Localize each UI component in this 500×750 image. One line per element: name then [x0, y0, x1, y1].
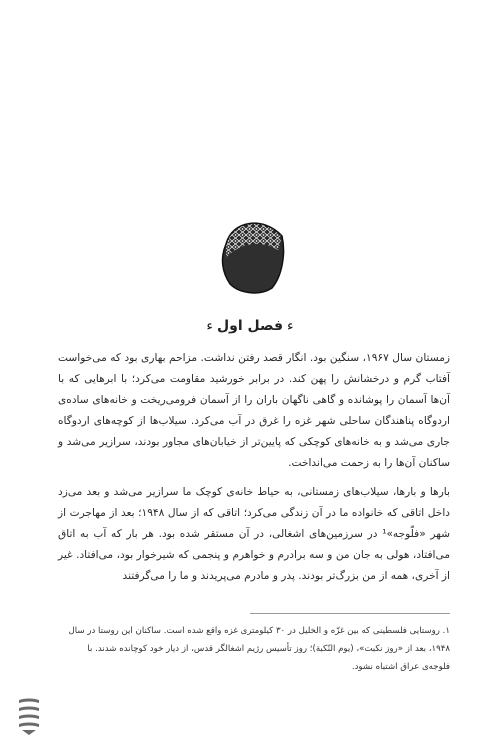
footnote-divider: [250, 613, 450, 614]
chapter-title-text: فصل اول: [217, 318, 283, 334]
title-bracket-open: ء: [286, 318, 294, 334]
footnote: ۱. روستایی فلسطینی که بین غزّه و الخلیل در ۳۰ کیلومتری غزه واقع شده است. ساکنان این روستا در سال ۱۹۴۸، بعد از «روز نکبت»، (یوم النّکبة)؛ روز تأسیس رژیم اشغالگر قدس، از دیار خود کوچانده شدند. با فلوجه‌ی عراق اشتباه نشود.: [68, 626, 450, 672]
publisher-logo-icon: [16, 692, 42, 736]
paragraph: بارها و بارها، سیلاب‌های زمستانی، به حیاط خانه‌ی کوچک ما سرازیر می‌شد و بعد می‌زد داخل اتاقی که خانواده ما در آن زندگی می‌کرد؛ اتاقی که از سال ۱۹۴۸؛ بعد از مهاجرت از شهر «فلّوجه»¹ در سرزمین‌های اشغالی، در آن مستقر شده بود. هر بار که آب به اتاق می‌افتاد، هولی به جان من و سه برادرم و خواهرم و پنجمی که شیرخوار بود، می‌افتاد. غیر از آخری، همه از من بزرگ‌تر بودند. پدر و مادرم می‌پریدند و ما را می‌گرفتند: [58, 486, 451, 582]
title-bracket-close: ء: [206, 318, 213, 334]
geometric-lattice-ornament-icon: [218, 214, 288, 296]
body-text: [58, 348, 450, 587]
chapter-title: [0, 318, 500, 334]
paragraph: زمستان سال ۱۹۶۷، سنگین بود. انگار قصد رفتن نداشت. مزاحم بهاری بود که می‌خواست آفتاب گرم و درخشانش را پهن کند. در برابر خورشید مقاومت می‌کرد؛ با ابرهایی که با آن‌ها آسمان را پوشانده و گاهی ناگهان باران را از آسمان فرومی‌ریخت و خانه‌های ساده‌ی اردوگاه پناهندگان ساحلی شهر غزه را غرق در آب می‌کرد. سیلاب‌ها از کوچه‌های اردوگاه جاری می‌شد و به خانه‌های کوچکی که پایین‌تر از خیابان‌های مجاور بودند، سرازیر می‌شد و ساکنان آن‌ها را به زحمت می‌انداخت.: [58, 352, 450, 469]
